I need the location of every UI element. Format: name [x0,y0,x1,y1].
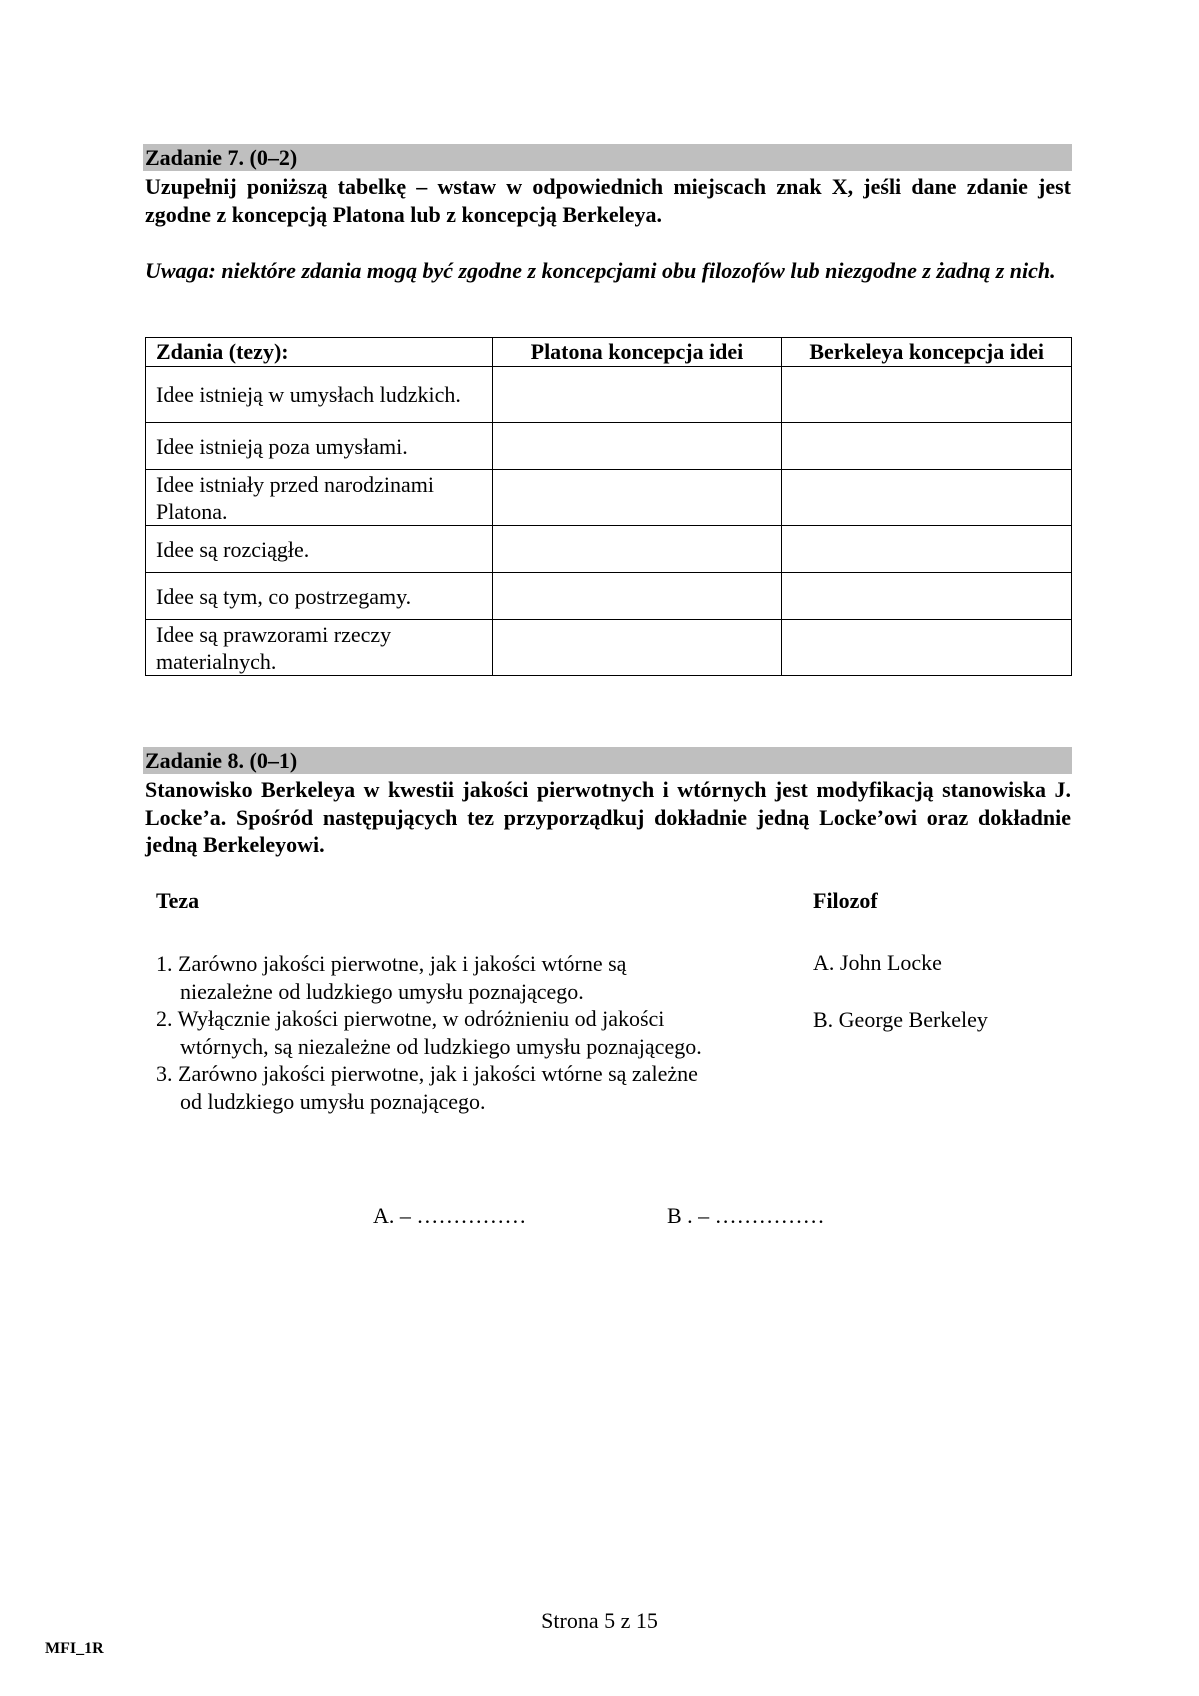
list-item: 3. Zarówno jakości pierwotne, jak i jakości wtórne są zależne od ludzkiego umysłu poznającego. [156,1061,698,1114]
thesis-cell: Idee istnieją poza umysłami. [146,423,493,470]
plato-answer-cell[interactable] [492,423,782,470]
thesis-list [156,950,716,1115]
table-row [146,423,1072,470]
plato-answer-cell[interactable] [492,620,782,676]
berkeley-answer-cell[interactable] [782,526,1072,573]
philosopher-option-b: B. George Berkeley [813,1007,988,1032]
thesis-cell: Idee są tym, co postrzegamy. [146,573,493,620]
table-row [146,470,1072,526]
task7-table [145,337,1072,676]
berkeley-answer-cell[interactable] [782,367,1072,423]
exam-code: MFI_1R [45,1640,104,1657]
task7-instruction: Uzupełnij poniższą tabelkę – wstaw w odpowiednich miejscach znak X, jeśli dane zdanie jest zgodne z koncepcją Platona lub z koncepcją Berkeleya. [145,174,1071,227]
plato-answer-cell[interactable] [492,470,782,526]
table-row [146,367,1072,423]
plato-answer-cell[interactable] [492,526,782,573]
thesis-cell: Idee istniały przed narodzinami Platona. [146,470,493,526]
answer-field-a[interactable]: A. – …………… [373,1203,527,1228]
col-header-theses: Zdania (tezy): [146,338,493,367]
col-header-plato: Platona koncepcja idei [492,338,782,367]
thesis-column-label: Teza [156,888,200,913]
task7-note: Uwaga: niektóre zdania mogą być zgodne z koncepcjami obu filozofów lub niezgodne z żadną z nich. [145,258,1056,283]
berkeley-answer-cell[interactable] [782,423,1072,470]
list-item: 2. Wyłącznie jakości pierwotne, w odróżnieniu od jakości wtórnych, są niezależne od ludzkiego umysłu poznającego. [156,1006,702,1059]
plato-answer-cell[interactable] [492,573,782,620]
task8-instruction: Stanowisko Berkeleya w kwestii jakości pierwotnych i wtórnych jest modyfikacją stanowiska J. Locke’a. Spośród następujących tez przyporządkuj dokładnie jedną Locke’owi oraz dokładnie jedną Berkeleyowi. [145,777,1071,857]
task8-header: Zadanie 8. (0–1) [143,747,1072,774]
berkeley-answer-cell[interactable] [782,470,1072,526]
plato-answer-cell[interactable] [492,367,782,423]
thesis-cell: Idee są prawzorami rzeczy materialnych. [146,620,493,676]
table-row [146,526,1072,573]
table-header-row [146,338,1072,367]
berkeley-answer-cell[interactable] [782,620,1072,676]
table-row [146,620,1072,676]
table-row [146,573,1072,620]
task7-header: Zadanie 7. (0–2) [143,144,1072,171]
thesis-cell: Idee istnieją w umysłach ludzkich. [146,367,493,423]
list-item: 1. Zarówno jakości pierwotne, jak i jakości wtórne są niezależne od ludzkiego umysłu poznającego. [156,951,627,1004]
berkeley-answer-cell[interactable] [782,573,1072,620]
page-number: Strona 5 z 15 [541,1608,658,1633]
philosopher-column-label: Filozof [813,888,878,913]
col-header-berkeley: Berkeleya koncepcja idei [782,338,1072,367]
thesis-cell: Idee są rozciągłe. [146,526,493,573]
answer-field-b[interactable]: B . – …………… [667,1203,825,1228]
philosopher-option-a: A. John Locke [813,950,942,975]
